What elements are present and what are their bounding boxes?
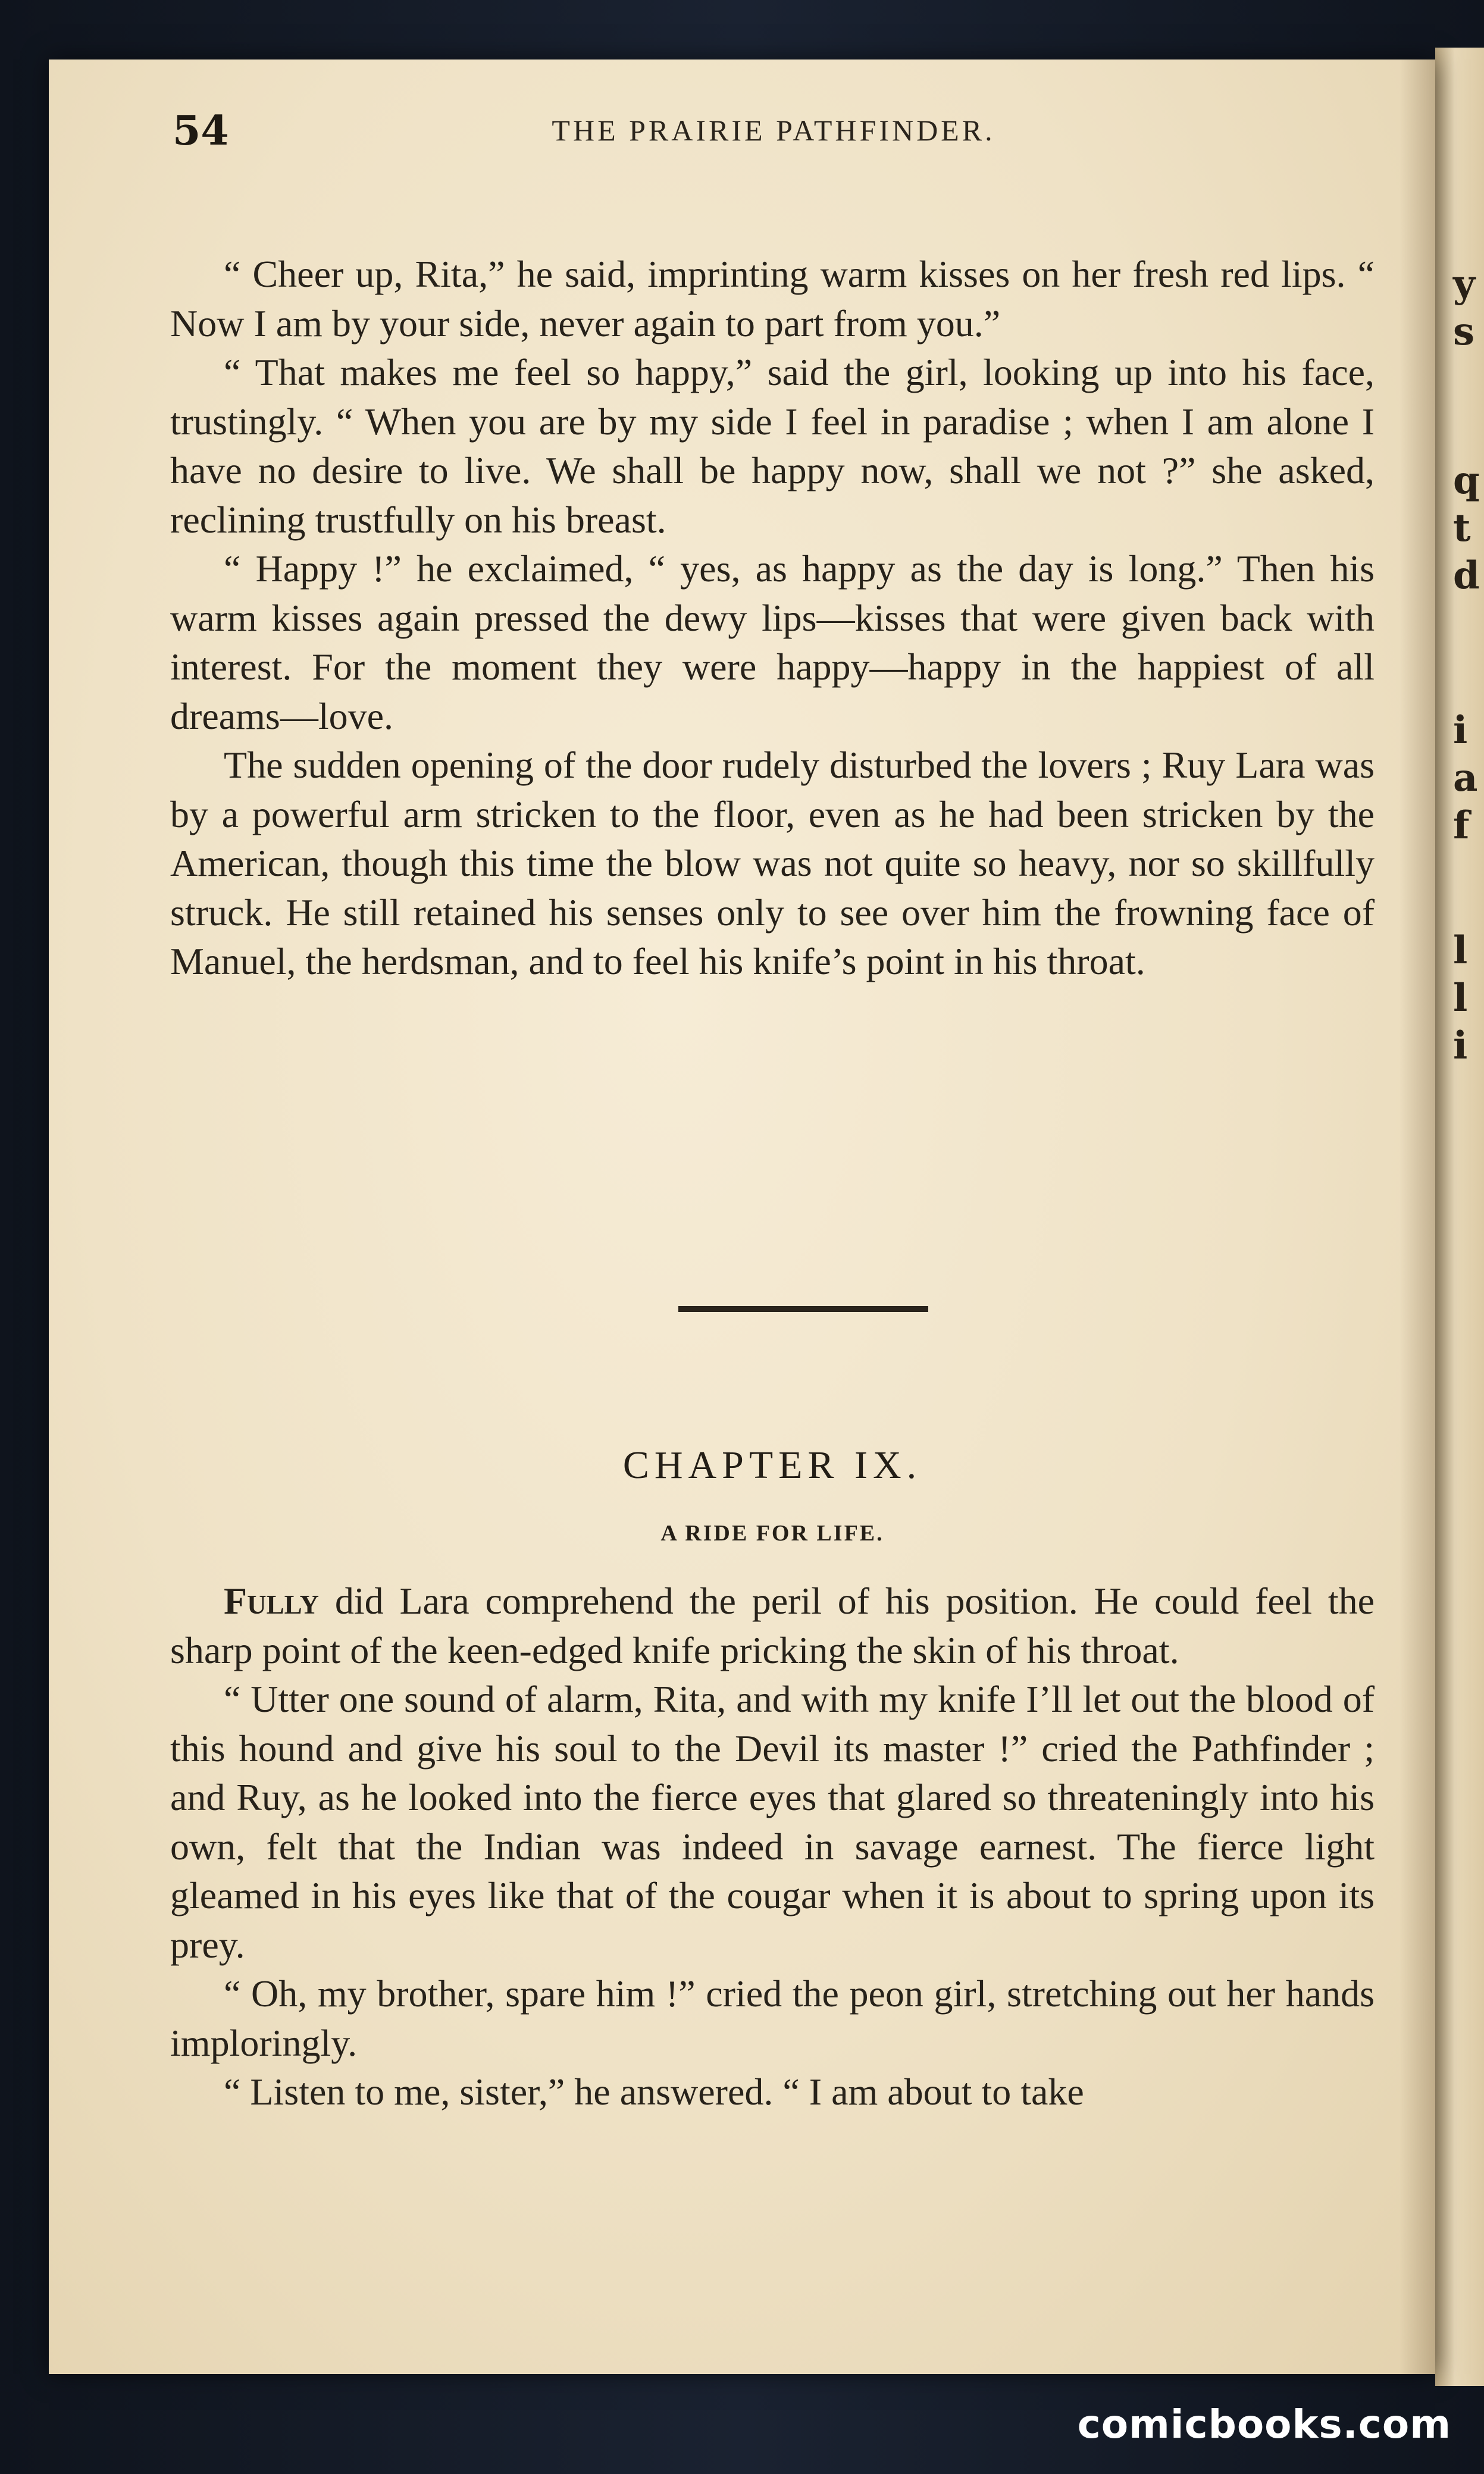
facing-page-fragment: y: [1453, 262, 1476, 306]
running-head-title: THE PRAIRIE PATHFINDER.: [552, 114, 995, 147]
page-number: 54: [173, 107, 229, 155]
paragraph: The sudden opening of the door rudely disturbed the lovers ; Ruy Lara was by a powerful arm stricken to the floor, even as he had been stricken by the American, though this time the blow was not quite so heavy, nor so skillfully struck. He still retained his senses only to see over him the frowning face of Manuel, the herdsman, and to feel his knife’s point in his throat.: [170, 744, 1375, 982]
facing-page-fragment: l: [1453, 976, 1468, 1020]
facing-page-fragment: i: [1453, 708, 1468, 753]
body-text-before-chapter: [170, 250, 1375, 987]
paragraph: “ Happy !” he exclaimed, “ yes, as happy as the day is long.” Then his warm kisses again pressed the dewy lips—kisses that were given back with interest. For the moment they were happy—happy in the happiest of all dreams—love.: [170, 547, 1375, 737]
watermark: comicbooks.com: [1077, 2401, 1451, 2447]
facing-page-fragment: q: [1453, 458, 1480, 503]
paragraph: “ Oh, my brother, spare him !” cried the peon girl, stretching out her hands imploringly.: [170, 1972, 1375, 2064]
facing-page-fragment: f: [1453, 803, 1470, 848]
paragraph: “ That makes me feel so happy,” said the girl, looking up into his face, trustingly. “ When you are by my side I feel in paradise ; when I am alone I have no desire to live. We shall be happy now, shall we not ?” she asked, reclining trustfully on his breast.: [170, 351, 1375, 541]
paragraph: “ Listen to me, sister,” he answered. “ I am about to take: [224, 2071, 1084, 2113]
facing-page-fragment: d: [1453, 553, 1480, 598]
section-divider-rule: [678, 1306, 928, 1312]
running-head: [173, 107, 1375, 167]
facing-page-fragment: t: [1453, 506, 1471, 550]
facing-page-fragment: s: [1453, 309, 1475, 354]
opening-paragraph: [170, 1577, 1375, 1675]
facing-page-edge: [1435, 48, 1484, 2386]
facing-page-fragment: a: [1453, 756, 1478, 800]
opening-paragraph-text: did Lara comprehend the peril of his position. He could feel the sharp point of the keen-edged knife pricking the skin of his throat.: [170, 1580, 1375, 1671]
facing-page-fragment: i: [1453, 1023, 1468, 1068]
paragraph: “ Utter one sound of alarm, Rita, and with my knife I’ll let out the blood of this hound and give his soul to the Devil its master !” cried the Pathfinder ; and Ruy, as he looked into the fierce eyes that glared so threateningly into his own, felt that the Indian was indeed in savage earnest. The fierce light gleamed in his eyes like that of the cougar when it is about to spring upon its prey.: [170, 1678, 1375, 1966]
chapter-subtitle: A RIDE FOR LIFE.: [660, 1521, 884, 1546]
chapter-title: CHAPTER IX.: [622, 1443, 922, 1487]
body-text-chapter: [170, 1577, 1375, 2117]
opening-word: Fully: [224, 1580, 319, 1622]
facing-page-fragment: l: [1453, 928, 1468, 973]
paragraph: “ Cheer up, Rita,” he said, imprinting warm kisses on her fresh red lips. “ Now I am by your side, never again to part from you.”: [170, 253, 1375, 345]
